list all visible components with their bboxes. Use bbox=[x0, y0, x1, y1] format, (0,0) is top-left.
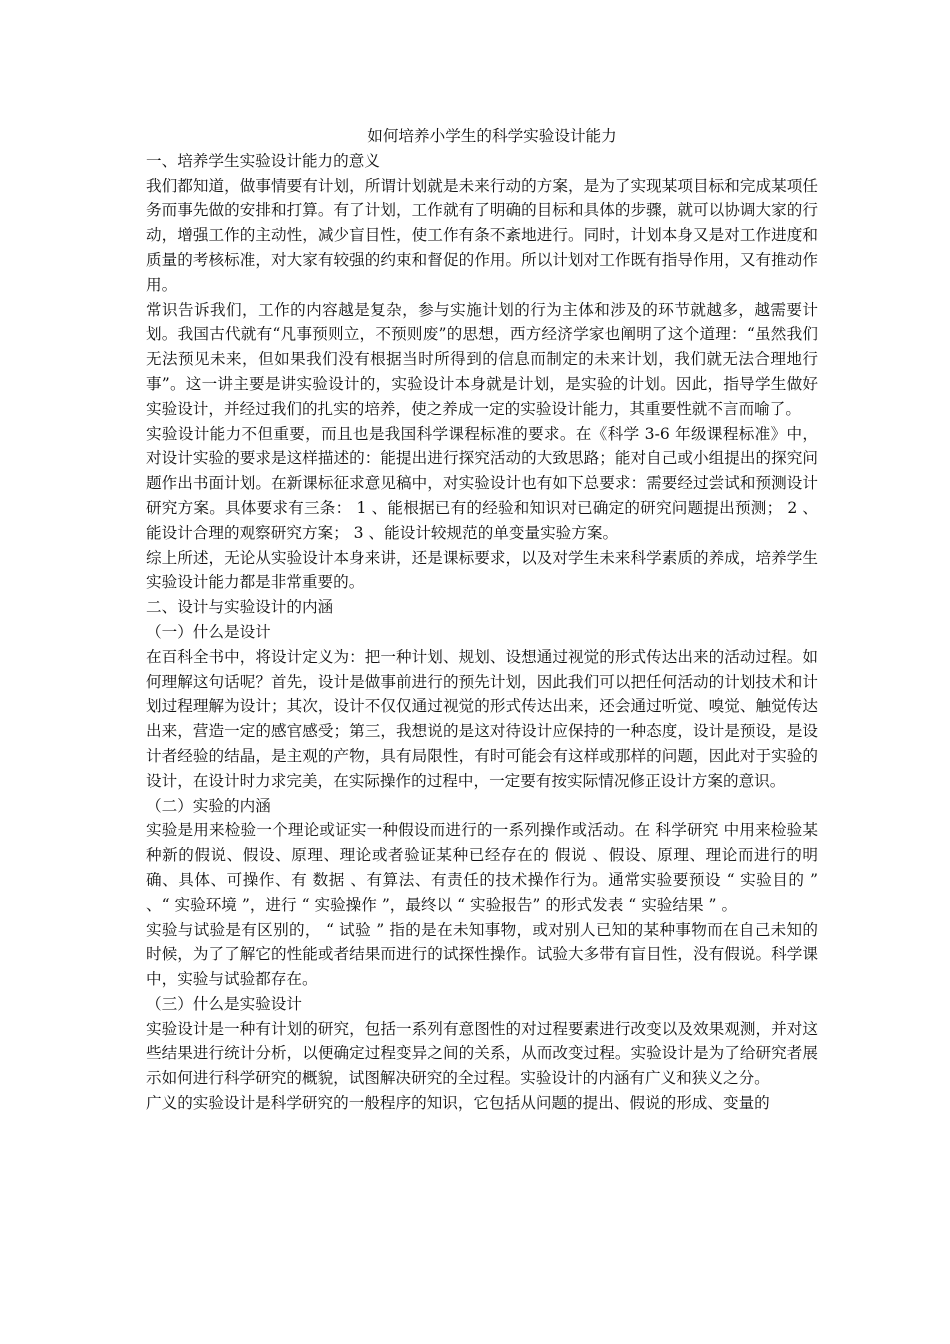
paragraph: 广义的实验设计是科学研究的一般程序的知识，它包括从问题的提出、假说的形成、变量的 bbox=[146, 1094, 770, 1113]
paragraph: 综上所述，无论从实验设计本身来讲，还是课标要求，以及对学生未来科学素质的养成，培养学生实验设计能力都是非常重要的。 bbox=[146, 548, 818, 592]
paragraph: 实验设计是一种有计划的研究，包括一系列有意图性的对过程要素进行改变以及效果观测，并对这些结果进行统计分析，以便确定过程变异之间的关系，从而改变过程。实验设计是为了给研究者展示如何进行科学研究的概貌，试图解决研究的全过程。实验设计的内涵有广义和狭义之分。 bbox=[146, 1019, 818, 1088]
paragraph: 常识告诉我们，工作的内容越是复杂，参与实施计划的行为主体和涉及的环节就越多，越需要计划。我国古代就有“凡事预则立，不预则废”的思想，西方经济学家也阐明了这个道理：“虽然我们无法预见未来，但如果我们没有根据当时所得到的信息而制定的未来计划，我们就无法合理地行事”。这一讲主要是讲实验设计的，实验设计本身就是计划，是实验的计划。因此，指导学生做好实验设计，并经过我们的扎实的培养，使之养成一定的实验设计能力，其重要性就不言而喻了。 bbox=[146, 300, 818, 418]
subsection-heading-2: （二）实验的内涵 bbox=[146, 796, 271, 815]
section-heading-1: 一、培养学生实验设计能力的意义 bbox=[146, 151, 380, 170]
paragraph: 实验与试验是有区别的， “ 试验 ” 指的是在未知事物，或对别人已知的某种事物而在自己未知的时候，为了了解它的性能或者结果而进行的试探性操作。试验大多带有盲目性，没有假说。科学课中，实验与试验都存在。 bbox=[146, 920, 818, 989]
section-heading-2: 二、设计与实验设计的内涵 bbox=[146, 598, 334, 617]
subsection-heading-1: （一）什么是设计 bbox=[146, 622, 271, 641]
document-title: 如何培养小学生的科学实验设计能力 bbox=[367, 127, 617, 145]
paragraph: 我们都知道，做事情要有计划，所谓计划就是未来行动的方案，是为了实现某项目标和完成某项任务而事先做的安排和打算。有了计划，工作就有了明确的目标和具体的步骤，就可以协调大家的行动，增强工作的主动性，减少盲目性，使工作有条不紊地进行。同时，计划本身又是对工作进度和质量的考核标准，对大家有较强的约束和督促的作用。所以计划对工作既有指导作用，又有推动作用。 bbox=[146, 176, 818, 294]
subsection-heading-3: （三）什么是实验设计 bbox=[146, 994, 302, 1013]
document-body bbox=[146, 124, 818, 1116]
paragraph: 实验是用来检验一个理论或证实一种假设而进行的一系列操作或活动。在 科学研究 中用来检验某种新的假说、假设、原理、理论或者验证某种已经存在的 假说 、假设、原理、理论而进行的明确、具体、可操作、有 数据 、有算法、有责任的技术操作行为。通常实验要预设 “ 实验目的 ” 、“ 实验环境 ”，进行 “ 实验操作 ”，最终以 “ 实验报告” 的形式发表 “ 实验结果 ” 。 bbox=[146, 821, 818, 914]
paragraph: 实验设计能力不但重要，而且也是我国科学课程标准的要求。在《科学 3-6 年级课程标准》中，对设计实验的要求是这样描述的：能提出进行探究活动的大致思路；能对自己或小组提出的探究问题作出书面计划。在新课标征求意见稿中，对实验设计也有如下总要求：需要经过尝试和预测设计研究方案。具体要求有三条： 1 、能根据已有的经验和知识对已确定的研究问题提出预测； 2 、能设计合理的观察研究方案； 3 、能设计较规范的单变量实验方案。 bbox=[146, 424, 818, 542]
paragraph: 在百科全书中，将设计定义为：把一种计划、规划、设想通过视觉的形式传达出来的活动过程。如何理解这句话呢？首先，设计是做事前进行的预先计划，因此我们可以把任何活动的计划技术和计划过程理解为设计；其次，设计不仅仅通过视觉的形式传达出来，还会通过听觉、嗅觉、触觉传达出来，营造一定的感官感受；第三，我想说的是这对待设计应保持的一种态度，设计是预设，是设计者经验的结晶，是主观的产物，具有局限性，有时可能会有这样或那样的问题，因此对于实验的设计，在设计时力求完美，在实际操作的过程中，一定要有按实际情况修正设计方案的意识。 bbox=[146, 647, 818, 790]
